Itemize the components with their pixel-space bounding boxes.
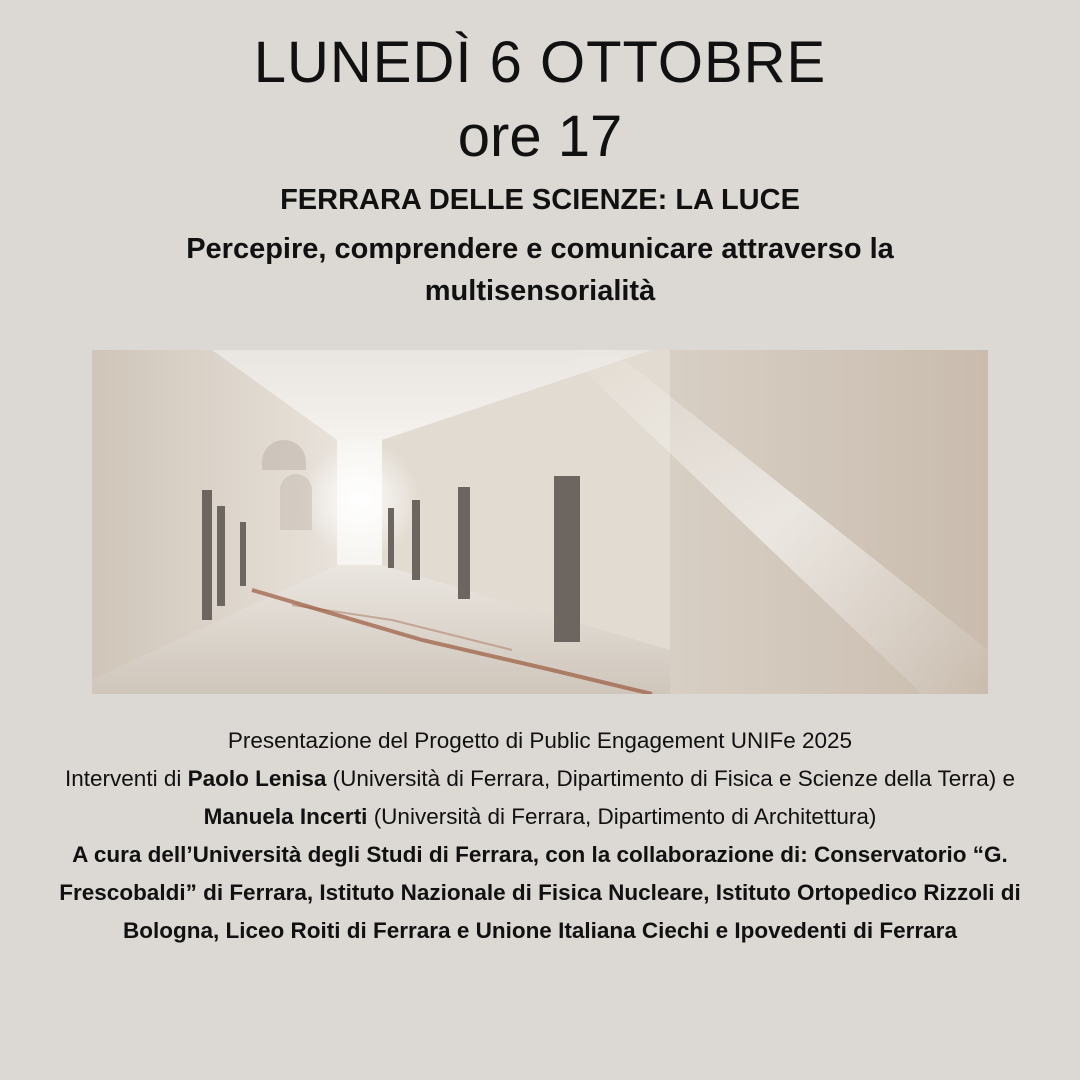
event-details <box>0 722 1080 950</box>
speaker-1-name: Paolo Lenisa <box>187 766 327 791</box>
event-subtitle: Percepire, comprendere e comunicare attraverso la multisensorialità <box>186 233 894 307</box>
speaker-1-affiliation: (Università di Ferrara, Dipartimento di Fisica e Scienze della Terra) e <box>326 766 1015 791</box>
speakers-paragraph <box>24 760 1056 836</box>
event-time: ore 17 <box>457 104 623 169</box>
interventi-prefix: Interventi di <box>65 766 188 791</box>
curated-by: A cura dell’Università degli Studi di Ferrara, con la collaborazione di: Conservatorio “G. Frescobaldi” di Ferrara, Istituto Nazionale di Fisica Nucleare, Istituto Ortopedico Rizzoli di Bologna, Liceo Roiti di Ferrara e Unione Italiana Ciechi e Ipovedenti di Ferrara <box>59 842 1021 943</box>
presentation-line: Presentazione del Progetto di Public Engagement UNIFe 2025 <box>227 728 853 753</box>
event-date: LUNEDÌ 6 OTTOBRE <box>253 30 827 95</box>
speaker-2-name: Manuela Incerti <box>203 804 368 829</box>
speaker-2-affiliation: (Università di Ferrara, Dipartimento di Architettura) <box>367 804 877 829</box>
corridor-photo <box>92 350 988 694</box>
event-title: FERRARA DELLE SCIENZE: LA LUCE <box>280 184 800 216</box>
